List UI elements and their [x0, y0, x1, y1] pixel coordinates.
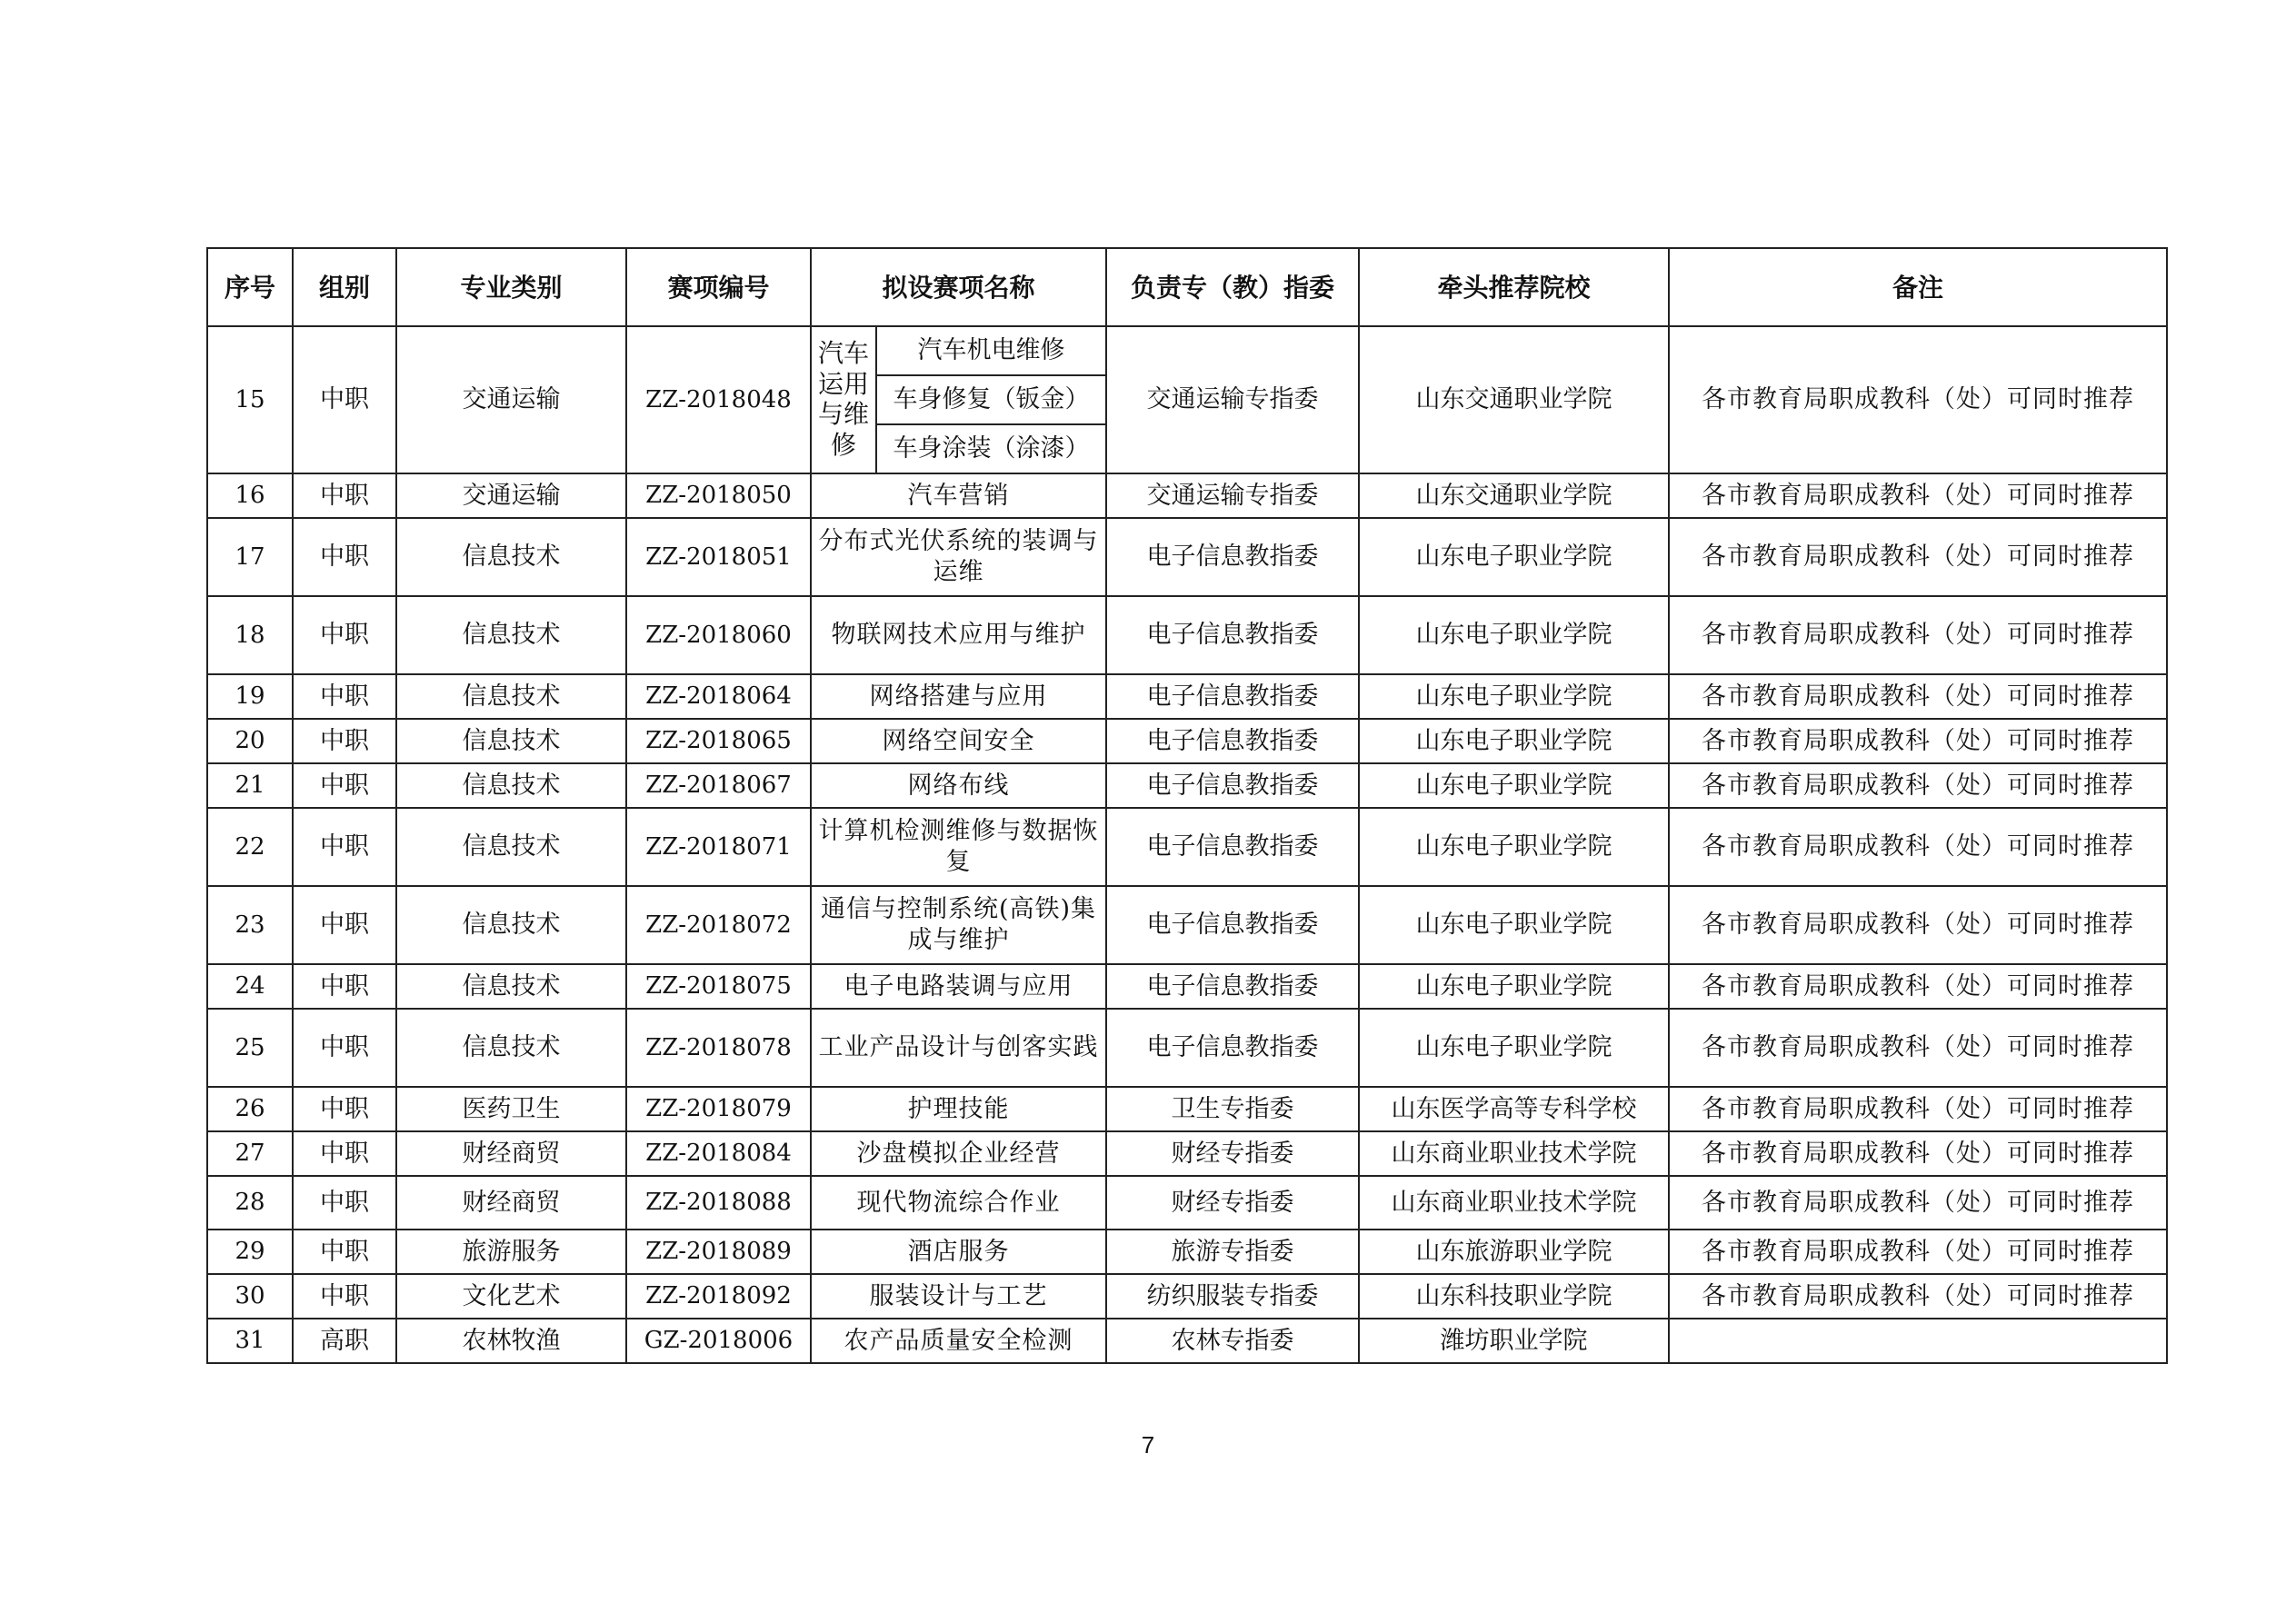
cell-group: 高职 [293, 1319, 396, 1363]
cell-remark: 各市教育局职成教科（处）可同时推荐 [1669, 1274, 2167, 1319]
cell-category: 医药卫生 [396, 1087, 626, 1131]
table-row [207, 719, 2167, 763]
cell-committee: 电子信息教指委 [1106, 674, 1359, 719]
cell-code: ZZ-2018064 [626, 674, 811, 719]
cell-name: 分布式光伏系统的装调与运维 [811, 518, 1106, 596]
header-group: 组别 [293, 248, 396, 326]
cell-group: 中职 [293, 1131, 396, 1176]
cell-committee: 电子信息教指委 [1106, 763, 1359, 808]
table-row [207, 473, 2167, 518]
cell-school: 山东电子职业学院 [1359, 518, 1669, 596]
cell-committee: 卫生专指委 [1106, 1087, 1359, 1131]
cell-category: 信息技术 [396, 518, 626, 596]
cell-group: 中职 [293, 326, 396, 473]
cell-school: 山东科技职业学院 [1359, 1274, 1669, 1319]
cell-committee: 电子信息教指委 [1106, 518, 1359, 596]
sub-item: 汽车机电维修 [877, 327, 1105, 376]
cell-code: ZZ-2018051 [626, 518, 811, 596]
cell-school: 山东交通职业学院 [1359, 326, 1669, 473]
table-row [207, 1009, 2167, 1087]
cell-code: ZZ-2018088 [626, 1176, 811, 1230]
entries-table [206, 247, 2168, 1364]
cell-name: 工业产品设计与创客实践 [811, 1009, 1106, 1087]
table-row [207, 1087, 2167, 1131]
cell-name: 物联网技术应用与维护 [811, 596, 1106, 674]
cell-group: 中职 [293, 1087, 396, 1131]
table-row [207, 1176, 2167, 1230]
cell-group: 中职 [293, 719, 396, 763]
table-row [207, 964, 2167, 1009]
cell-group: 中职 [293, 1274, 396, 1319]
cell-remark [1669, 1319, 2167, 1363]
cell-name: 计算机检测维修与数据恢复 [811, 808, 1106, 886]
sub-item: 车身修复（钣金） [877, 376, 1105, 425]
cell-group: 中职 [293, 518, 396, 596]
cell-category: 信息技术 [396, 719, 626, 763]
cell-school: 山东电子职业学院 [1359, 674, 1669, 719]
cell-code: ZZ-2018060 [626, 596, 811, 674]
name-main-text: 汽车运用与维修 [817, 338, 869, 461]
cell-no: 31 [207, 1319, 293, 1363]
cell-name: 汽车营销 [811, 473, 1106, 518]
table-row [207, 674, 2167, 719]
cell-committee: 交通运输专指委 [1106, 473, 1359, 518]
sub-item: 车身涂装（涂漆） [893, 434, 1090, 463]
cell-category: 信息技术 [396, 763, 626, 808]
cell-school: 山东旅游职业学院 [1359, 1230, 1669, 1274]
cell-name: 电子电路装调与应用 [811, 964, 1106, 1009]
table-body [207, 326, 2167, 1363]
cell-code: ZZ-2018050 [626, 473, 811, 518]
header-remark: 备注 [1669, 248, 2167, 326]
table-row [207, 1319, 2167, 1363]
cell-no: 19 [207, 674, 293, 719]
cell-remark: 各市教育局职成教科（处）可同时推荐 [1669, 326, 2167, 473]
cell-remark: 各市教育局职成教科（处）可同时推荐 [1669, 886, 2167, 964]
cell-no: 22 [207, 808, 293, 886]
cell-name: 护理技能 [811, 1087, 1106, 1131]
cell-group: 中职 [293, 808, 396, 886]
header-category: 专业类别 [396, 248, 626, 326]
cell-code: ZZ-2018071 [626, 808, 811, 886]
cell-school: 山东商业职业技术学院 [1359, 1131, 1669, 1176]
cell-no: 21 [207, 763, 293, 808]
cell-code: ZZ-2018067 [626, 763, 811, 808]
header-no: 序号 [207, 248, 293, 326]
header-code: 赛项编号 [626, 248, 811, 326]
cell-code: ZZ-2018048 [626, 326, 811, 473]
cell-code: ZZ-2018089 [626, 1230, 811, 1274]
table-row [207, 808, 2167, 886]
cell-code: ZZ-2018072 [626, 886, 811, 964]
cell-name: 通信与控制系统(高铁)集成与维护 [811, 886, 1106, 964]
header-school: 牵头推荐院校 [1359, 248, 1669, 326]
cell-category: 信息技术 [396, 808, 626, 886]
cell-school: 山东商业职业技术学院 [1359, 1176, 1669, 1230]
cell-remark: 各市教育局职成教科（处）可同时推荐 [1669, 1230, 2167, 1274]
cell-category: 旅游服务 [396, 1230, 626, 1274]
table-row [207, 1274, 2167, 1319]
cell-group: 中职 [293, 964, 396, 1009]
cell-remark: 各市教育局职成教科（处）可同时推荐 [1669, 1131, 2167, 1176]
header-name: 拟设赛项名称 [811, 248, 1106, 326]
cell-name: 网络布线 [811, 763, 1106, 808]
page-number: 7 [1141, 1431, 1155, 1459]
cell-code: GZ-2018006 [626, 1319, 811, 1363]
cell-group: 中职 [293, 1009, 396, 1087]
table-row [207, 886, 2167, 964]
cell-remark: 各市教育局职成教科（处）可同时推荐 [1669, 1176, 2167, 1230]
cell-school: 山东电子职业学院 [1359, 763, 1669, 808]
cell-name: 网络空间安全 [811, 719, 1106, 763]
cell-group: 中职 [293, 674, 396, 719]
cell-school: 山东电子职业学院 [1359, 886, 1669, 964]
cell-code: ZZ-2018065 [626, 719, 811, 763]
cell-category: 文化艺术 [396, 1274, 626, 1319]
cell-name: 现代物流综合作业 [811, 1176, 1106, 1230]
cell-committee: 电子信息教指委 [1106, 964, 1359, 1009]
table-row [207, 518, 2167, 596]
cell-committee: 财经专指委 [1106, 1176, 1359, 1230]
cell-remark: 各市教育局职成教科（处）可同时推荐 [1669, 1087, 2167, 1131]
cell-school: 山东电子职业学院 [1359, 596, 1669, 674]
cell-code: ZZ-2018075 [626, 964, 811, 1009]
header-row [207, 248, 2167, 326]
cell-category: 信息技术 [396, 964, 626, 1009]
cell-category: 交通运输 [396, 326, 626, 473]
cell-category: 信息技术 [396, 596, 626, 674]
cell-committee: 农林专指委 [1106, 1319, 1359, 1363]
cell-category: 信息技术 [396, 1009, 626, 1087]
cell-group: 中职 [293, 1176, 396, 1230]
cell-remark: 各市教育局职成教科（处）可同时推荐 [1669, 763, 2167, 808]
cell-group: 中职 [293, 596, 396, 674]
cell-remark: 各市教育局职成教科（处）可同时推荐 [1669, 596, 2167, 674]
cell-committee: 电子信息教指委 [1106, 886, 1359, 964]
cell-category: 信息技术 [396, 674, 626, 719]
cell-group: 中职 [293, 763, 396, 808]
cell-school: 山东交通职业学院 [1359, 473, 1669, 518]
cell-remark: 各市教育局职成教科（处）可同时推荐 [1669, 808, 2167, 886]
cell-name-main [811, 326, 876, 473]
cell-code: ZZ-2018092 [626, 1274, 811, 1319]
cell-name-subs [876, 326, 1106, 473]
cell-name: 沙盘模拟企业经营 [811, 1131, 1106, 1176]
cell-remark: 各市教育局职成教科（处）可同时推荐 [1669, 518, 2167, 596]
cell-no: 29 [207, 1230, 293, 1274]
cell-committee: 财经专指委 [1106, 1131, 1359, 1176]
cell-school: 山东电子职业学院 [1359, 964, 1669, 1009]
cell-name: 酒店服务 [811, 1230, 1106, 1274]
cell-committee: 电子信息教指委 [1106, 1009, 1359, 1087]
cell-code: ZZ-2018084 [626, 1131, 811, 1176]
cell-category: 财经商贸 [396, 1131, 626, 1176]
table-row [207, 1131, 2167, 1176]
cell-remark: 各市教育局职成教科（处）可同时推荐 [1669, 674, 2167, 719]
cell-no: 30 [207, 1274, 293, 1319]
cell-no: 17 [207, 518, 293, 596]
cell-committee: 电子信息教指委 [1106, 596, 1359, 674]
table-row [207, 326, 2167, 473]
cell-name: 农产品质量安全检测 [811, 1319, 1106, 1363]
cell-no: 25 [207, 1009, 293, 1087]
table-row [207, 1230, 2167, 1274]
cell-school: 山东医学高等专科学校 [1359, 1087, 1669, 1131]
table-row [207, 763, 2167, 808]
cell-remark: 各市教育局职成教科（处）可同时推荐 [1669, 473, 2167, 518]
cell-no: 20 [207, 719, 293, 763]
cell-code: ZZ-2018078 [626, 1009, 811, 1087]
cell-remark: 各市教育局职成教科（处）可同时推荐 [1669, 719, 2167, 763]
cell-committee: 电子信息教指委 [1106, 719, 1359, 763]
header-committee: 负责专（教）指委 [1106, 248, 1359, 326]
cell-name: 服装设计与工艺 [811, 1274, 1106, 1319]
cell-category: 农林牧渔 [396, 1319, 626, 1363]
cell-committee: 旅游专指委 [1106, 1230, 1359, 1274]
table-row [207, 596, 2167, 674]
cell-school: 山东电子职业学院 [1359, 808, 1669, 886]
cell-no: 26 [207, 1087, 293, 1131]
cell-category: 财经商贸 [396, 1176, 626, 1230]
cell-no: 23 [207, 886, 293, 964]
cell-school: 山东电子职业学院 [1359, 1009, 1669, 1087]
cell-committee: 电子信息教指委 [1106, 808, 1359, 886]
cell-no: 16 [207, 473, 293, 518]
cell-name: 网络搭建与应用 [811, 674, 1106, 719]
cell-category: 交通运输 [396, 473, 626, 518]
cell-no: 15 [207, 326, 293, 473]
cell-code: ZZ-2018079 [626, 1087, 811, 1131]
cell-category: 信息技术 [396, 886, 626, 964]
cell-no: 28 [207, 1176, 293, 1230]
cell-remark: 各市教育局职成教科（处）可同时推荐 [1669, 1009, 2167, 1087]
cell-no: 18 [207, 596, 293, 674]
cell-committee: 纺织服装专指委 [1106, 1274, 1359, 1319]
cell-school: 山东电子职业学院 [1359, 719, 1669, 763]
cell-group: 中职 [293, 1230, 396, 1274]
cell-committee: 交通运输专指委 [1106, 326, 1359, 473]
cell-group: 中职 [293, 886, 396, 964]
cell-remark: 各市教育局职成教科（处）可同时推荐 [1669, 964, 2167, 1009]
cell-group: 中职 [293, 473, 396, 518]
cell-school: 潍坊职业学院 [1359, 1319, 1669, 1363]
cell-no: 24 [207, 964, 293, 1009]
cell-no: 27 [207, 1131, 293, 1176]
